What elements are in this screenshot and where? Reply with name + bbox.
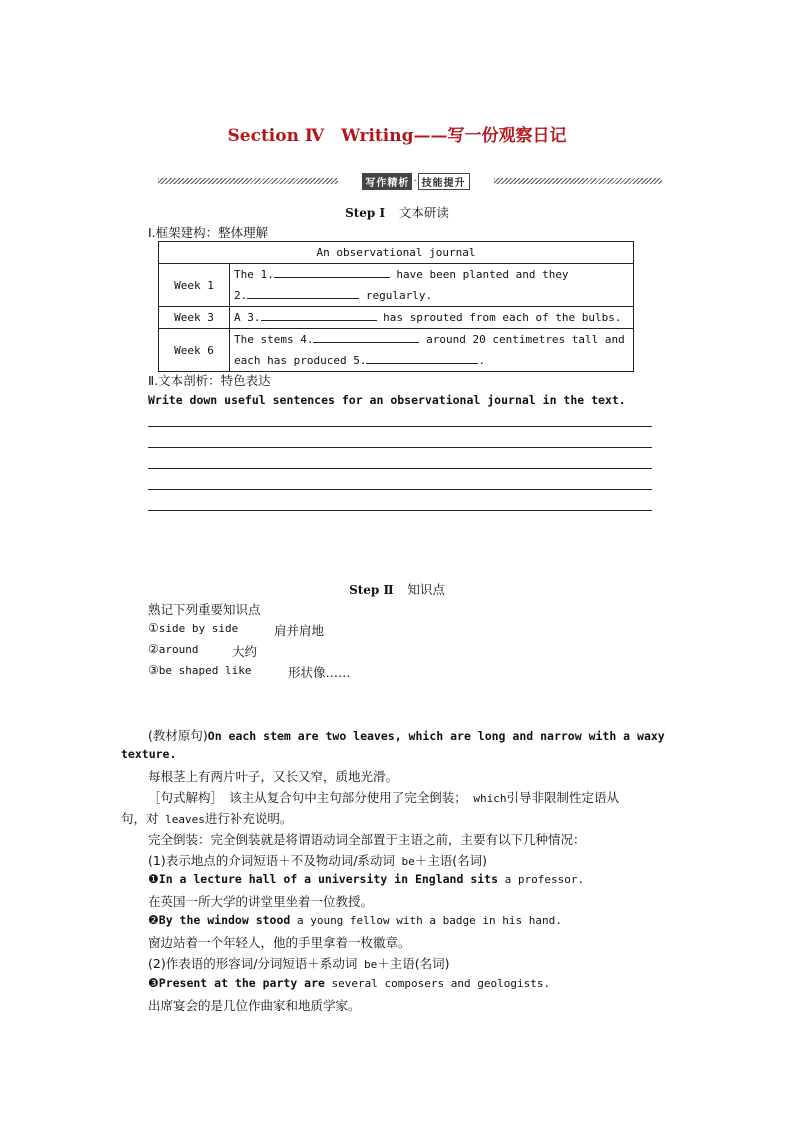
answer-line[interactable] [148, 468, 652, 469]
step2-name: 知识点 [407, 582, 445, 597]
answer-blank-4[interactable] [313, 330, 419, 343]
journal-table [158, 241, 634, 372]
answer-blank-2[interactable] [247, 286, 359, 299]
answer-line[interactable] [148, 447, 652, 448]
case-text: (2)作表语的形容词/分词短语＋系动词 [148, 956, 358, 971]
step1-name: 文本研读 [398, 205, 449, 220]
point-chinese: 肩并肩地 [274, 623, 325, 638]
row-text: has sprouted from each of the bulbs. [376, 311, 622, 324]
row-text: regularly. [359, 289, 433, 302]
case-english: be [394, 855, 415, 868]
example-3 [148, 976, 550, 990]
point-english: around [158, 643, 199, 656]
week-label: Week 6 [159, 329, 230, 372]
table-row [159, 264, 634, 307]
page-title: Section Ⅳ Writing——写一份观察日记 [227, 126, 567, 146]
answer-line[interactable] [148, 510, 652, 511]
point-chinese: 大约 [232, 644, 258, 659]
point-english: side by side [158, 622, 239, 635]
translation: 每根茎上有两片叶子，又长又窄，质地光滑。 [148, 769, 399, 784]
banner-tag-right: 技能提升 [418, 173, 470, 190]
row-text: A 3. [234, 311, 261, 324]
banner-hatch-right [494, 178, 662, 184]
example-2-translation: 窗边站着一个年轻人，他的手里拿着一枚徽章。 [148, 935, 411, 950]
answer-blank-5[interactable] [366, 351, 478, 364]
row-text: around 20 centimetres tall and [419, 333, 625, 346]
example-1-translation: 在英国一所大学的讲堂里坐着一位教授。 [148, 894, 374, 909]
banner-tag [339, 173, 493, 189]
answer-line[interactable] [148, 426, 652, 427]
case-english: be [357, 958, 378, 971]
banner-tag-left: 写作精析 [362, 173, 412, 190]
analysis-english: which [466, 792, 507, 805]
list-item [148, 663, 351, 680]
week-content [230, 307, 634, 329]
answer-line[interactable] [148, 489, 652, 490]
row-text: . [478, 354, 486, 367]
section-banner [158, 173, 662, 189]
case-text: ＋主语(名词) [377, 956, 450, 971]
answer-blank-1[interactable] [274, 265, 390, 278]
row-text: The 1. [234, 268, 274, 281]
banner-hatch-left [158, 178, 338, 184]
analysis-line1 [148, 788, 619, 806]
inversion-intro: 完全倒装：完全倒装就是将谓语动词全部置于主语之前，主要有以下几种情况： [148, 832, 586, 847]
analysis-text: 引导非限制性定语从 [506, 790, 620, 805]
memorize-heading: 熟记下列重要知识点 [148, 602, 261, 617]
list-item [148, 642, 258, 659]
original-prefix: (教材原句) [148, 728, 208, 743]
case-text: ＋主语(名词) [414, 853, 488, 868]
analysis-english: leaves [158, 813, 205, 826]
week-content [230, 329, 634, 372]
banner-tag-dot: · [413, 175, 417, 187]
week-content [230, 264, 634, 307]
week-label: Week 3 [159, 307, 230, 329]
point-chinese: 形状像…… [288, 665, 351, 680]
section1-heading: Ⅰ.框架建构：整体理解 [148, 225, 269, 240]
answer-blank-3[interactable] [261, 308, 377, 321]
example-number: ❷ [148, 913, 159, 927]
analysis-text: 进行补充说明。 [204, 811, 293, 826]
table-row [159, 307, 634, 329]
row-text: have been planted and they [389, 268, 569, 281]
point-number: ② [148, 642, 159, 656]
analysis-text: 句，对 [121, 811, 159, 826]
example-number: ❶ [148, 872, 159, 886]
original-sentence-line2: texture. [121, 747, 177, 761]
example-number: ❸ [148, 976, 159, 990]
example-bold: In a lecture hall of a university in England sits [158, 872, 499, 886]
instruction-text: Write down useful sentences for an observational journal in the text. [148, 393, 626, 407]
example-2 [148, 913, 562, 927]
inversion-case2 [148, 954, 450, 972]
inversion-case1 [148, 851, 487, 869]
case-text: (1)表示地点的介词短语＋不及物动词/系动词 [148, 853, 395, 868]
table-header: An observational journal [159, 242, 634, 264]
example-rest: several composers and geologists. [324, 977, 551, 990]
example-3-translation: 出席宴会的是几位作曲家和地质学家。 [148, 998, 361, 1013]
example-1 [148, 872, 584, 886]
original-sentence: On each stem are two leaves, which are long and narrow with a waxy [207, 729, 665, 743]
list-item [148, 621, 325, 638]
table-row [159, 329, 634, 372]
example-bold: Present at the party are [158, 976, 325, 990]
step1-heading [0, 203, 794, 221]
analysis-line2 [121, 809, 292, 827]
row-text: each has produced 5. [234, 354, 367, 367]
analysis-text: ［句式解构］ 该主从复合句中主句部分使用了完全倒装； [148, 790, 467, 805]
step2-heading [0, 580, 794, 598]
example-rest: a young fellow with a badge in his hand. [290, 914, 562, 927]
week-label: Week 1 [159, 264, 230, 307]
example-bold: By the window stood [158, 913, 291, 927]
point-number: ③ [148, 663, 159, 677]
table-header-row [159, 242, 634, 264]
point-english: be shaped like [158, 664, 252, 677]
section2-heading: Ⅱ.文本剖析：特色表达 [148, 373, 271, 388]
step2-label: Step Ⅱ [349, 583, 394, 597]
row-text: 2. [234, 289, 248, 302]
point-number: ① [148, 621, 159, 635]
original-sentence-line1 [148, 726, 665, 744]
row-text: The stems 4. [234, 333, 314, 346]
step1-label: Step Ⅰ [345, 206, 386, 220]
example-rest: a professor. [498, 873, 585, 886]
